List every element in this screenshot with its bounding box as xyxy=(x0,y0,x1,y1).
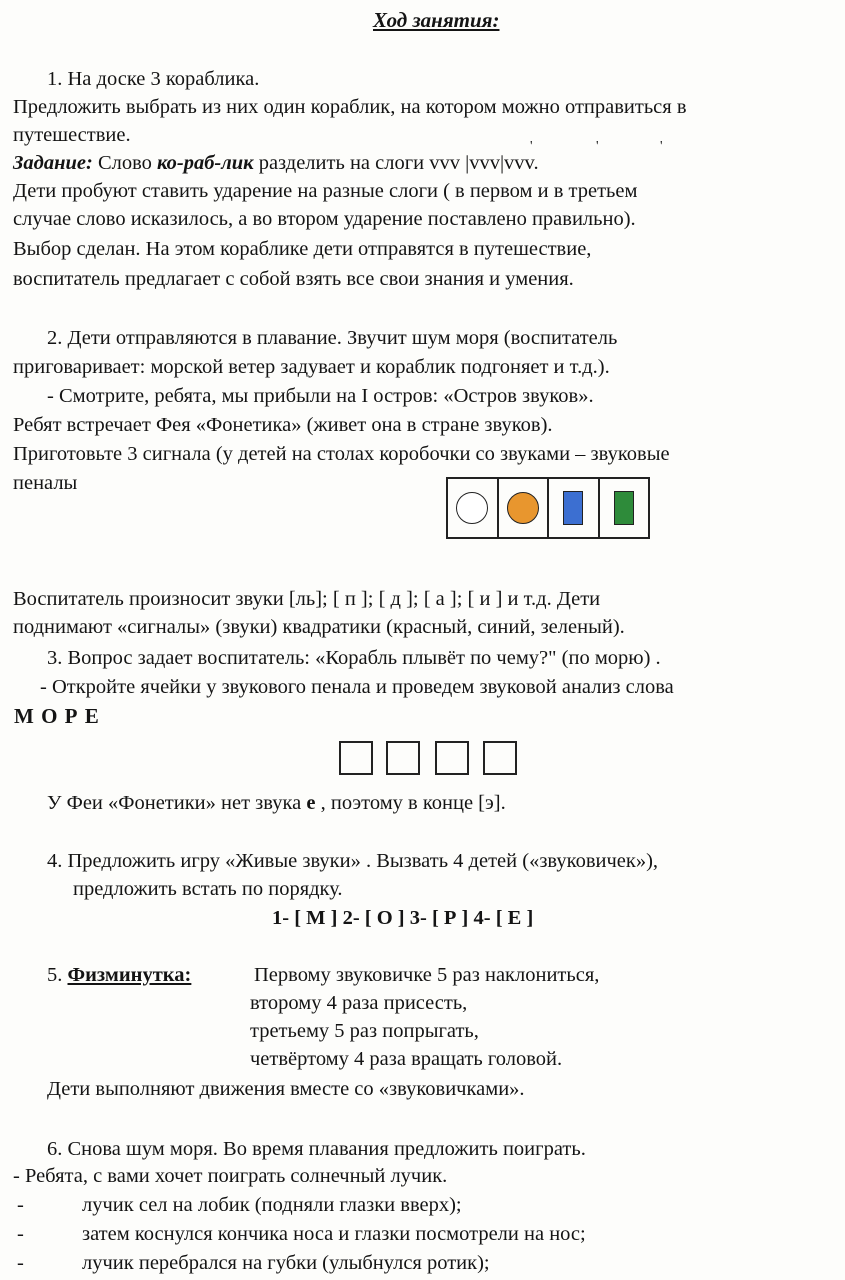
s2-line3: - Смотрите, ребята, мы прибыли на I остров: «Остров звуков». xyxy=(47,385,594,407)
word-more: М О Р Е xyxy=(14,704,100,728)
accent-mark: ' xyxy=(660,139,663,154)
s4-line2: предложить встать по порядку. xyxy=(73,878,343,900)
s4-sounds: 1- [ М ] 2- [ О ] 3- [ Р ] 4- [ Е ] xyxy=(272,907,534,929)
s5-text4: четвёртому 4 раза вращать головой. xyxy=(250,1048,563,1070)
white-circle-signal xyxy=(456,492,488,524)
sound-pencil-case xyxy=(446,477,650,539)
sound-box-2 xyxy=(386,741,420,775)
s3-line1: 3. Вопрос задает воспитатель: «Корабль плывёт по чему?" (по морю) . xyxy=(47,647,661,669)
s2-line5: Приготовьте 3 сигнала (у детей на столах коробочки со звуками – звуковые xyxy=(13,443,670,465)
s3-line3: У Феи «Фонетики» нет звука е , поэтому в конце [э]. xyxy=(47,792,506,814)
sound-box-1 xyxy=(339,741,373,775)
bullet-item: лучик перебрался на губки (улыбнулся ротик); xyxy=(82,1252,490,1274)
s2-line1: 2. Дети отправляются в плавание. Звучит шум моря (воспитатель xyxy=(47,327,618,349)
s2-line6: пеналы xyxy=(13,472,78,494)
s3-line2: - Откройте ячейки у звукового пенала и проведем звуковой анализ слова xyxy=(40,676,674,698)
s5-line1: 5. Физминутка: xyxy=(47,964,192,986)
sound-box-4 xyxy=(483,741,517,775)
s1-line6: случае слово исказилось, а во втором ударение поставлено правильно). xyxy=(13,208,636,230)
s6-line2: - Ребята, с вами хочет поиграть солнечный лучик. xyxy=(13,1165,448,1187)
s1-line3: путешествие. xyxy=(13,124,131,146)
s6-line1: 6. Снова шум моря. Во время плавания предложить поиграть. xyxy=(47,1138,586,1160)
s1-line8: воспитатель предлагает с собой взять все свои знания и умения. xyxy=(13,268,574,290)
fizminutka-label: Физминутка: xyxy=(67,964,192,986)
s1-line1: 1. На доске 3 кораблика. xyxy=(47,68,260,90)
bullet-dash: - xyxy=(17,1252,24,1274)
task-label: Задание: xyxy=(13,152,93,174)
letter-e: е xyxy=(306,792,316,814)
s1-line2: Предложить выбрать из них один кораблик, на котором можно отправиться в xyxy=(13,96,687,118)
s2-line4: Ребят встречает Фея «Фонетика» (живет она в стране звуков). xyxy=(13,414,553,436)
s2-line7: Воспитатель произносит звуки [ль]; [ п ]; [ д ]; [ а ]; [ и ] и т.д. Дети xyxy=(13,588,601,610)
sound-box-3 xyxy=(435,741,469,775)
accent-mark: ' xyxy=(596,139,599,154)
s1-line4 xyxy=(13,150,539,177)
s1-line5: Дети пробуют ставить ударение на разные слоги ( в первом и в третьем xyxy=(13,180,638,202)
bullet-item: лучик сел на лобик (подняли глазки вверх); xyxy=(82,1194,462,1216)
bullet-dash: - xyxy=(17,1194,24,1216)
bullet-dash: - xyxy=(17,1223,24,1245)
task-text: Слово xyxy=(92,152,158,174)
s5-text1: Первому звуковичке 5 раз наклониться, xyxy=(254,964,600,986)
s2-line8: поднимают «сигналы» (звуки) квадратики (красный, синий, зеленый). xyxy=(13,616,625,638)
s2-line2: приговаривает: морской ветер задувает и кораблик подгоняет и т.д.). xyxy=(13,356,610,378)
accent-mark: ' xyxy=(530,139,533,154)
green-square-signal xyxy=(614,491,634,525)
s5-text3: третьему 5 раз попрыгать, xyxy=(250,1020,479,1042)
task-text-2: разделить на слоги vvv |vvv|vvv. xyxy=(253,152,539,174)
s5-text5: Дети выполняют движения вместе со «звуковичками». xyxy=(47,1078,525,1100)
orange-circle-signal xyxy=(507,492,539,524)
s5-text2: второму 4 раза присесть, xyxy=(250,992,468,1014)
bullet-item: затем коснулся кончика носа и глазки посмотрели на нос; xyxy=(82,1223,586,1245)
s1-line7: Выбор сделан. На этом кораблике дети отправятся в путешествие, xyxy=(13,238,592,260)
page-title: Ход занятия: xyxy=(373,8,500,32)
s4-line1: 4. Предложить игру «Живые звуки» . Вызвать 4 детей («звуковичек»), xyxy=(47,850,659,872)
task-word: ко-раб-лик xyxy=(157,152,254,174)
blue-square-signal xyxy=(563,491,583,525)
